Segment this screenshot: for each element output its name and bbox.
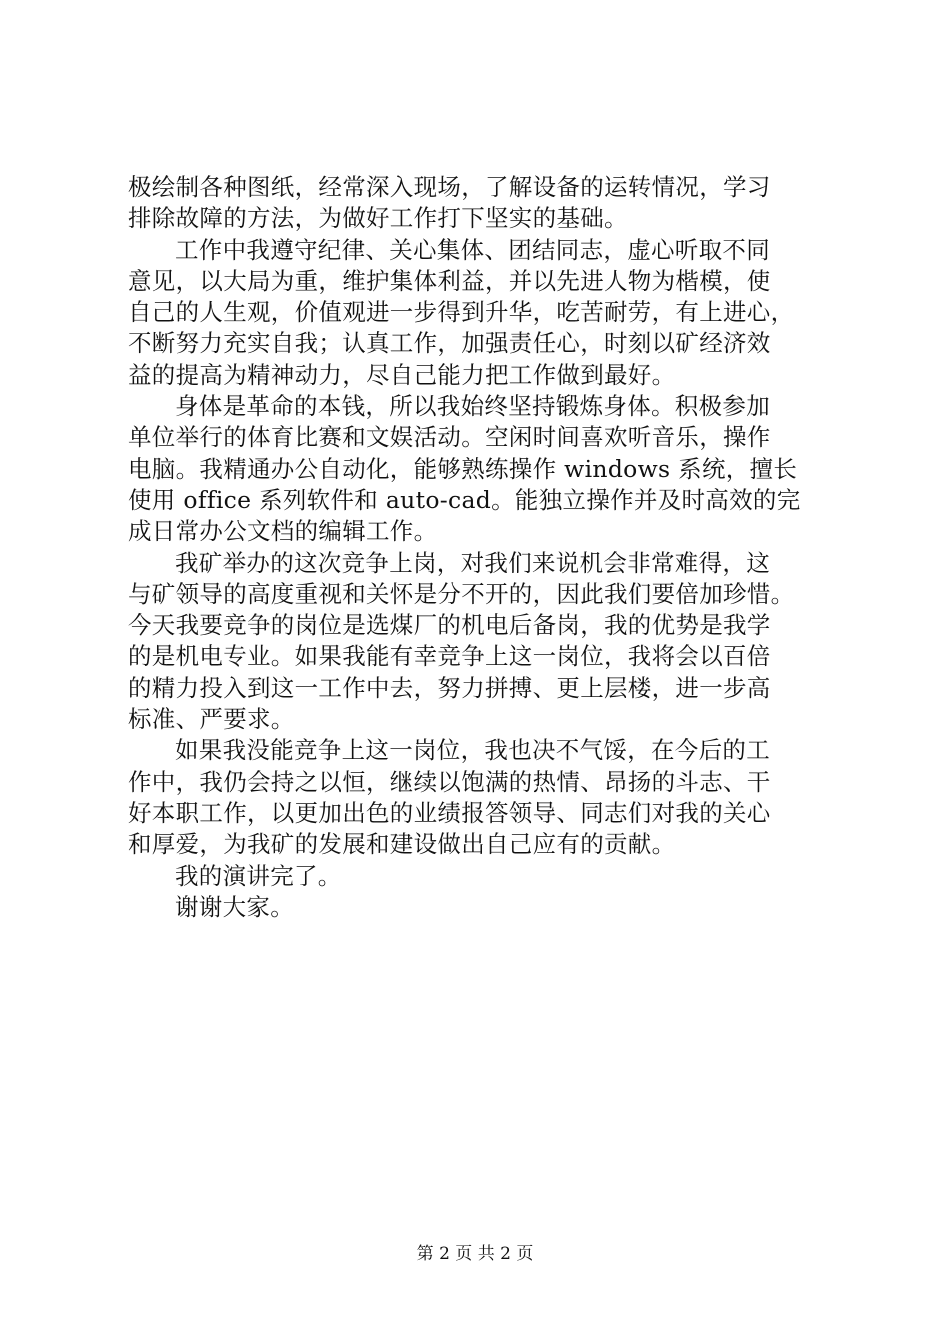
text-line: 谢谢大家。 [175,892,294,921]
text-line: 单位举行的体育比赛和文娱活动。空闲时间喜欢听音乐，操作 [128,423,771,452]
text-line: 与矿领导的高度重视和关怀是分不开的，因此我们要倍加珍惜。 [128,579,795,608]
text-line: 的是机电专业。如果我能有幸竞争上这一岗位，我将会以百倍 [128,642,771,671]
text-line: 好本职工作，以更加出色的业绩报答领导、同志们对我的关心 [128,798,771,827]
text-line: 不断努力充实自我；认真工作，加强责任心，时刻以矿经济效 [128,329,771,358]
text-line: 标准、严要求。 [128,705,295,734]
text-line: 益的提高为精神动力，尽自己能力把工作做到最好。 [128,360,676,389]
text-line: 电脑。我精通办公自动化，能够熟练操作 windows 系统，擅长 [128,454,798,483]
text-line: 使用 office 系列软件和 auto-cad。能独立操作并及时高效的完 [128,485,801,514]
page-footer: 第 2 页 共 2 页 [416,1244,534,1264]
document-body [128,172,833,923]
text-line: 如果我没能竞争上这一岗位，我也决不气馁，在今后的工 [175,736,770,765]
text-line: 我的演讲完了。 [175,861,342,890]
text-line: 的精力投入到这一工作中去，努力拼搏、更上层楼，进一步高 [128,673,771,702]
text-line: 和厚爱，为我矿的发展和建设做出自己应有的贡献。 [128,830,676,859]
text-line: 工作中我遵守纪律、关心集体、团结同志，虚心听取不同 [175,235,770,264]
text-line: 作中，我仍会持之以恒，继续以饱满的热情、昂扬的斗志、干 [128,767,771,796]
text-line: 排除故障的方法，为做好工作打下坚实的基础。 [128,204,628,233]
text-line: 身体是革命的本钱，所以我始终坚持锻炼身体。积极参加 [175,392,770,421]
text-line: 成日常办公文档的编辑工作。 [128,517,438,546]
text-line: 极绘制各种图纸，经常深入现场，了解设备的运转情况，学习 [128,173,771,201]
text-line: 今天我要竞争的岗位是选煤厂的机电后备岗，我的优势是我学 [128,611,771,640]
text-line: 我矿举办的这次竞争上岗，对我们来说机会非常难得，这 [175,548,770,577]
text-line: 自己的人生观，价值观进一步得到升华，吃苦耐劳，有上进心， [128,298,795,327]
text-line: 意见，以大局为重，维护集体利益，并以先进人物为楷模，使 [128,266,771,295]
